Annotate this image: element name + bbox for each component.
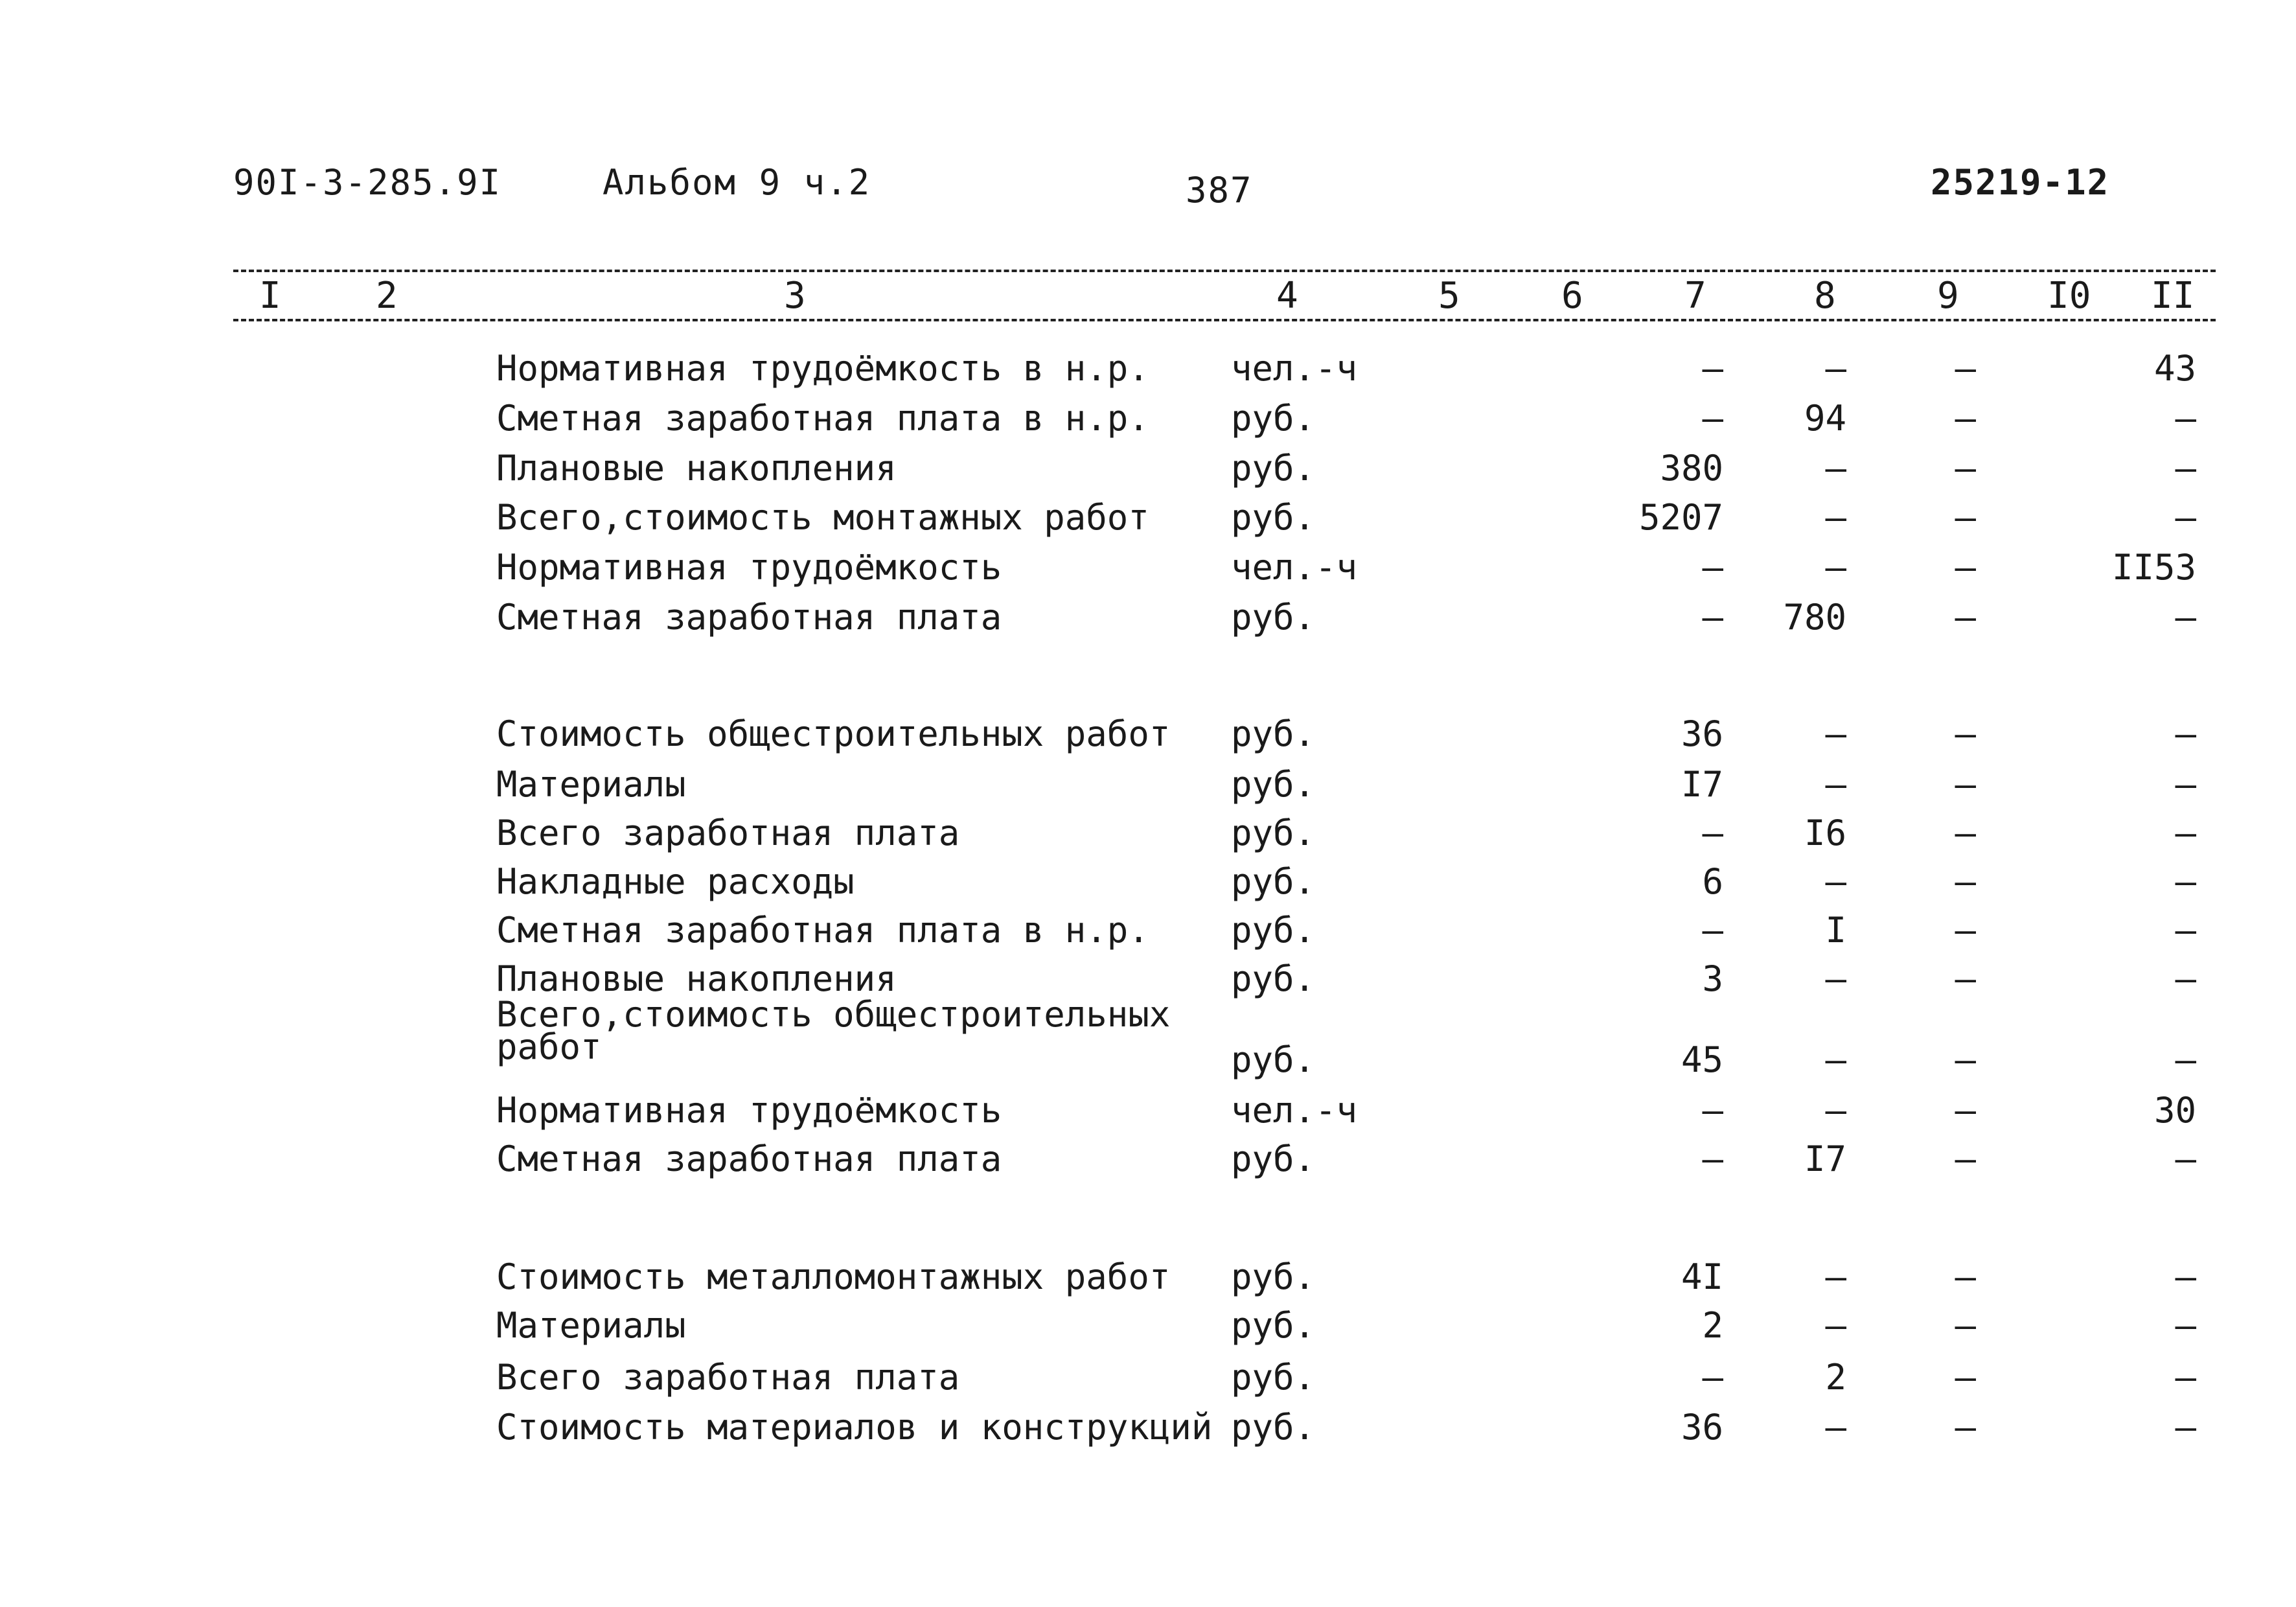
row-value-col8: –: [1825, 713, 1846, 754]
row-unit: руб.: [1231, 1407, 1316, 1448]
row-value-col9: –: [1955, 348, 1976, 389]
column-number: 9: [1937, 275, 1959, 317]
row-value-col11: –: [2175, 713, 2196, 754]
row-value-col7: 2: [1702, 1305, 1723, 1346]
row-name: Стоимость металломонтажных работ: [496, 1256, 1171, 1297]
row-name: Всего,стоимость общестроительных работ: [496, 994, 1171, 1067]
row-value-col9: –: [1955, 764, 1976, 805]
row-name: Сметная заработная плата: [496, 1139, 1002, 1179]
row-value-col8: –: [1825, 348, 1846, 389]
table-row: [0, 1358, 2296, 1403]
row-unit: руб.: [1231, 713, 1316, 754]
row-value-col7: I7: [1681, 764, 1723, 805]
row-value-col11: 43: [2153, 348, 2196, 389]
table-row: [0, 349, 2296, 394]
row-value-col9: –: [1955, 713, 1976, 754]
row-value-col7: –: [1702, 398, 1723, 439]
column-number: 3: [784, 275, 806, 317]
row-value-col11: –: [2175, 1139, 2196, 1179]
row-name: Стоимость материалов и конструкций: [496, 1407, 1213, 1448]
row-value-col11: –: [2175, 910, 2196, 951]
row-value-col7: 380: [1660, 448, 1723, 489]
row-value-col7: –: [1702, 1357, 1723, 1398]
row-value-col9: –: [1955, 1407, 1976, 1448]
row-value-col11: –: [2175, 1357, 2196, 1398]
row-name: Плановые накопления: [496, 448, 897, 489]
row-value-col9: –: [1955, 597, 1976, 638]
table-row: [0, 813, 2296, 859]
row-value-col8: –: [1825, 497, 1846, 538]
row-value-col11: –: [2175, 448, 2196, 489]
row-name: Сметная заработная плата: [496, 597, 1002, 638]
row-unit: руб.: [1231, 1139, 1316, 1179]
row-name: Всего заработная плата: [496, 813, 960, 853]
row-unit: руб.: [1231, 398, 1316, 439]
row-name: Стоимость общестроительных работ: [496, 713, 1171, 754]
row-value-col8: I7: [1804, 1139, 1846, 1179]
row-name: Материалы: [496, 764, 686, 805]
row-name: Нормативная трудоёмкость: [496, 547, 1002, 588]
table-row: [0, 862, 2296, 907]
row-value-col7: –: [1702, 813, 1723, 853]
row-value-col9: –: [1955, 497, 1976, 538]
row-value-col8: –: [1825, 1305, 1846, 1346]
column-number: 5: [1438, 275, 1460, 317]
album-label: Альбом 9 ч.2: [603, 162, 871, 203]
header-top-rule: [233, 270, 2216, 272]
table-row: [0, 597, 2296, 643]
row-value-col7: –: [1702, 597, 1723, 638]
row-value-col9: –: [1955, 861, 1976, 902]
table-row: [0, 765, 2296, 810]
row-name: Сметная заработная плата в н.р.: [496, 398, 1149, 439]
row-value-col9: –: [1955, 813, 1976, 853]
table-row: [0, 1306, 2296, 1351]
table-row: [0, 399, 2296, 444]
row-name: Накладные расходы: [496, 861, 855, 902]
row-value-col7: 45: [1681, 1039, 1723, 1080]
row-value-col9: –: [1955, 547, 1976, 588]
row-value-col8: –: [1825, 861, 1846, 902]
row-value-col11: –: [2175, 597, 2196, 638]
column-number-header: [233, 254, 2216, 325]
row-value-col11: –: [2175, 1039, 2196, 1080]
row-value-col11: –: [2175, 1256, 2196, 1297]
page-number: 387: [1186, 170, 1253, 211]
row-unit: руб.: [1231, 910, 1316, 951]
table-row: [0, 548, 2296, 593]
row-name: Сметная заработная плата в н.р.: [496, 910, 1149, 951]
row-value-col8: 94: [1804, 398, 1846, 439]
row-value-col9: –: [1955, 398, 1976, 439]
table-row: [0, 498, 2296, 543]
row-value-col11: –: [2175, 958, 2196, 999]
row-unit: чел.-ч: [1231, 1090, 1358, 1131]
row-unit: руб.: [1231, 1357, 1316, 1398]
row-value-col11: –: [2175, 1407, 2196, 1448]
table-row: [0, 714, 2296, 759]
row-value-col9: –: [1955, 1357, 1976, 1398]
column-number: 7: [1684, 275, 1706, 317]
row-name: Всего,стоимость монтажных работ: [496, 497, 1149, 538]
row-unit: чел.-ч: [1231, 547, 1358, 588]
row-name: Плановые накопления: [496, 958, 897, 999]
table-row: [0, 910, 2296, 956]
column-number: I0: [2047, 275, 2091, 317]
row-unit: руб.: [1231, 448, 1316, 489]
row-value-col8: I6: [1804, 813, 1846, 853]
row-value-col8: 780: [1783, 597, 1846, 638]
row-value-col7: –: [1702, 1139, 1723, 1179]
document-code: 90I-3-285.9I: [233, 162, 502, 203]
row-unit: руб.: [1231, 597, 1316, 638]
row-unit: руб.: [1231, 1039, 1316, 1080]
row-value-col11: –: [2175, 813, 2196, 853]
column-number: 6: [1561, 275, 1583, 317]
row-value-col11: –: [2175, 764, 2196, 805]
row-value-col7: –: [1702, 910, 1723, 951]
row-value-col8: –: [1825, 1039, 1846, 1080]
header-bottom-rule: [233, 319, 2216, 321]
column-number: II: [2151, 275, 2195, 317]
row-unit: руб.: [1231, 497, 1316, 538]
row-value-col11: II53: [2111, 547, 2196, 588]
row-name: Материалы: [496, 1305, 686, 1346]
row-value-col8: 2: [1825, 1357, 1846, 1398]
row-value-col7: 4I: [1681, 1256, 1723, 1297]
row-value-col11: –: [2175, 1305, 2196, 1346]
row-value-col11: –: [2175, 497, 2196, 538]
row-value-col8: –: [1825, 958, 1846, 999]
row-value-col8: –: [1825, 764, 1846, 805]
row-value-col7: –: [1702, 348, 1723, 389]
row-value-col8: –: [1825, 1090, 1846, 1131]
row-value-col11: 30: [2153, 1090, 2196, 1131]
row-value-col11: –: [2175, 398, 2196, 439]
row-name: Всего заработная плата: [496, 1357, 960, 1398]
row-name: Нормативная трудоёмкость в н.р.: [496, 348, 1149, 389]
row-unit: руб.: [1231, 861, 1316, 902]
row-value-col7: 36: [1681, 713, 1723, 754]
row-value-col9: –: [1955, 910, 1976, 951]
row-value-col7: –: [1702, 1090, 1723, 1131]
row-value-col11: –: [2175, 861, 2196, 902]
row-value-col9: –: [1955, 1090, 1976, 1131]
column-number: 4: [1276, 275, 1298, 317]
row-value-col9: –: [1955, 1039, 1976, 1080]
row-value-col7: 6: [1702, 861, 1723, 902]
row-value-col9: –: [1955, 1256, 1976, 1297]
row-unit: руб.: [1231, 1305, 1316, 1346]
row-value-col8: I: [1825, 910, 1846, 951]
row-value-col9: –: [1955, 448, 1976, 489]
row-unit: руб.: [1231, 1256, 1316, 1297]
column-number: 2: [376, 275, 398, 317]
table-row: [0, 1257, 2296, 1302]
row-value-col7: –: [1702, 547, 1723, 588]
row-unit: руб.: [1231, 958, 1316, 999]
row-value-col7: 3: [1702, 958, 1723, 999]
row-value-col9: –: [1955, 958, 1976, 999]
table-row: [0, 1091, 2296, 1136]
document-number: 25219-12: [1931, 162, 2110, 203]
row-unit: чел.-ч: [1231, 348, 1358, 389]
row-value-col7: 5207: [1638, 497, 1723, 538]
row-value-col8: –: [1825, 1256, 1846, 1297]
row-value-col8: –: [1825, 448, 1846, 489]
table-row: [0, 994, 2296, 1085]
row-name: Нормативная трудоёмкость: [496, 1090, 1002, 1131]
row-unit: руб.: [1231, 813, 1316, 853]
table-row: [0, 448, 2296, 494]
column-number: I: [259, 275, 281, 317]
row-value-col9: –: [1955, 1139, 1976, 1179]
table-row: [0, 1139, 2296, 1185]
row-unit: руб.: [1231, 764, 1316, 805]
row-value-col8: –: [1825, 1407, 1846, 1448]
row-value-col9: –: [1955, 1305, 1976, 1346]
column-number: 8: [1814, 275, 1836, 317]
row-value-col7: 36: [1681, 1407, 1723, 1448]
table-row: [0, 1407, 2296, 1453]
row-value-col8: –: [1825, 547, 1846, 588]
